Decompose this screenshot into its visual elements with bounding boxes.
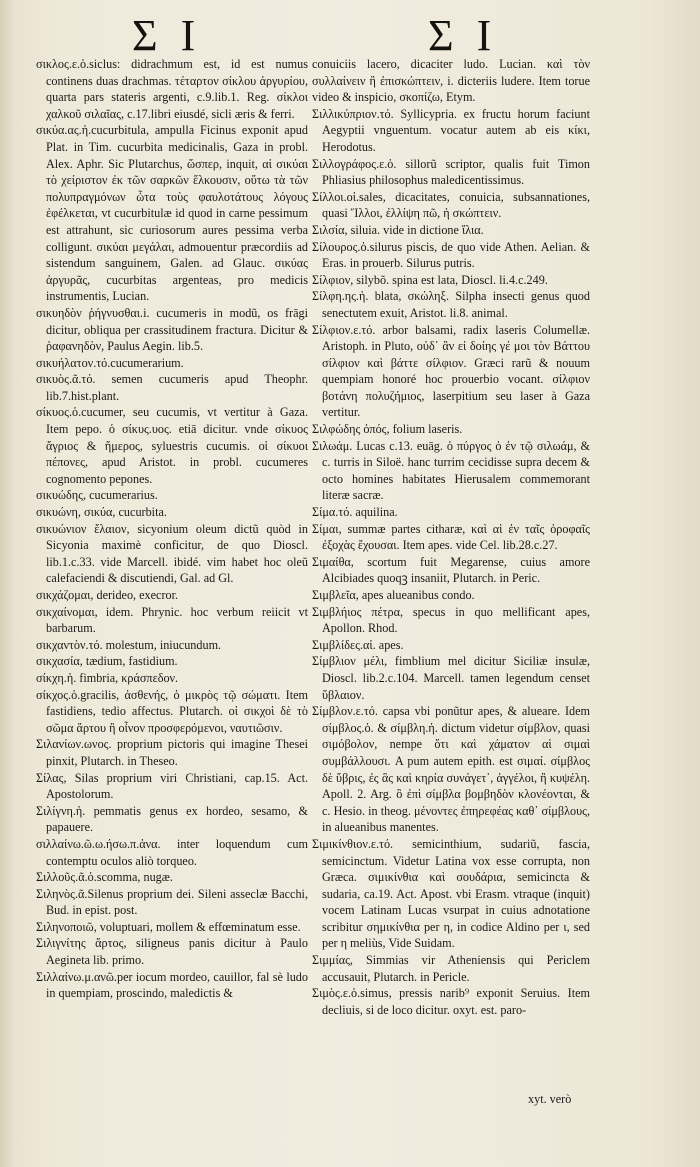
dictionary-entry: Σιλσία, siluia. vide in dictione ἴλια. <box>312 222 484 237</box>
dictionary-entry: σικυηδὸν ῥήγνυσθαι.i. cucumeris in modũ, os frāgi dicitur, obliqua per crassitudinem fractura. Dicitur & ῥαφανηδὸν, Paulus Aegin. lib.5. <box>36 305 308 354</box>
dictionary-entry: Σίλουρος.ὁ.silurus piscis, de quo vide Athen. Aelian. & Eras. in prouerb. Silurus putris. <box>312 239 590 271</box>
dictionary-entry: Σιμβλήιος πέτρα, specus in quo mellificant apes, Apollon. Rhod. <box>312 604 590 636</box>
dictionary-entry: Σίμα.τό. aquilina. <box>312 505 398 520</box>
dictionary-entry: σικχαίνομαι, idem. Phrynic. hoc verbum reiicit vt barbarum. <box>36 604 308 636</box>
dictionary-entry: σικύα.ας.ἡ.cucurbitula, ampulla Ficinus exponit apud Plat. in Tim. cucurbita medicinalis, Gaza in probl. Alex. Aphr. Sic Plutarchus, ὥσπερ, inquit, αἱ σικύαι τὸ χείριστον ἐκ τῶν σαρκῶν ἕλκουσιν, οὕτω τὰ τῶν πολυπραγμόνων ὦτα τοὺς φαυλοτάτους λόγους ἐφέλκεται, vt cucurbitulæ id quod in carne pessimum est attrahunt, sic curiosorum aures pessima verba colligunt. σικύαι μεγάλαι, admouentur præcordiis ad sistendum sanguinem, Galen. ad Glauc. σικύας ἀργυρᾶς, cucurbitas argenteas, pro medicis instrumentis, Lucian. <box>36 123 308 304</box>
dictionary-entry: Σιλλαίνω.μ.ανῶ.per iocum mordeo, cauillor, fal sè ludo in quempiam, proscindo, maledictis & <box>36 969 308 1001</box>
dictionary-entry: σίκχη.ἡ. fimbria, κράσπεδον. <box>36 670 179 685</box>
dictionary-entry: Σιλλογράφος.ε.ὁ. sillorũ scriptor, qualis fuit Timon Phliasius philosophus maledicentissimus. <box>312 156 590 188</box>
dictionary-entry: Σιλίγνη.ἡ. pemmatis genus ex hordeo, sesamo, & papauere. <box>36 803 308 835</box>
dictionary-entry: Σιμβλεῖα, apes alueanibus condo. <box>312 588 475 602</box>
dictionary-entry: Σιμαίθα, scortum fuit Megarense, cuius amore Alcibiades quoqꝫ insaniit, Plutarch. in Peric. <box>312 554 590 586</box>
dictionary-entry: σικχασία, tædium, fastidium. <box>36 654 178 669</box>
dictionary-entry: σικυώδης, cucumerarius. <box>36 488 158 503</box>
dictionary-entry: σίκυος.ὁ.cucumer, seu cucumis, vt vertitur à Gaza. Item pepo. ὁ σίκυς.υος. etiā dicitur. vnde σίκυος ἄγριος & ἥμερος, syluestris cucumis. οἱ σίκυοι πέπονες, apud Aristot. in probl. cucumeres cognomento pepones. <box>36 405 308 486</box>
dictionary-entry: σίκχος.ὁ.gracilis, ἀσθενής, ὁ μικρὸς τῷ σώματι. Item fastidiens, tedio affectus. Plutarch. οἱ σικχοὶ δὲ τὸ σῶμα ἄρτου ἢ οἶνον προσφερόμενοι, ναυτιῶσιν. <box>36 687 308 735</box>
dictionary-entry: σικυώνιον ἔλαιον, sicyonium oleum dictũ quòd in Sicyonia maximè conficitur, de quo Dioscl. lib.1.c.33. vide Marcell. ibidé. vim habet hoc oleũ calefaciendi & discutiendi, Gal. ad Gl. <box>36 521 308 586</box>
page-gutter-shadow <box>0 0 14 1167</box>
dictionary-entry: Σιλιγνίτης ἄρτος, siligneus panis dicitur à Paulo Aegineta lib. primo. <box>36 936 308 968</box>
dictionary-entry: σικλος.ε.ὁ.siclus: didrachmum est, id est numus continens duas drachmas. τέταρτον σίκλου ἀργυρίου, quarta pars stateris argenti, c.9.lib.1. Reg. σίκλοι χαλκοῦ σιλαῖας, c.17.libri eiusdé, sicli æris & ferri. <box>36 57 308 121</box>
dictionary-entry: Σιληνοποιῶ, voluptuari, mollem & effœminatum esse. <box>36 919 301 934</box>
dictionary-entry: Σιμικίνθιον.ε.τό. semicinthium, sudariũ, fascia, semicinctum. Videtur Latina vox esse corrupta, non Græca. σιμικίνθια καὶ σουδάρια, semicincta & sudaria, ca.19. Act. Apost. vbi Erasm. vtraque (inquit) vocem Latinam Lucas vsurpat in cuius adnotatione scribitur σημικίνθια per η, in codice Aldino per ι, sed per η meliùs, Vide Suidam. <box>312 836 590 951</box>
dictionary-entry: Σίλας, Silas proprium viri Christiani, cap.15. Act. Apostolorum. <box>36 770 308 802</box>
catchword: xyt. verò <box>528 1092 572 1106</box>
dictionary-entry: Σιλωάμ. Lucas c.13. euāg. ὁ πύργος ὁ ἐν τῷ σιλωάμ, & c. turris in Siloë. hanc turrim cecidisse supra decem & octo homines habitates Hierusalem commemorant literæ sacræ. <box>312 438 590 503</box>
dictionary-entry: Σιλλικύπριον.τό. Syllicypria. ex fructu horum faciunt Aegyptii vnguentum. vocatur autem ab eis κίκι, Herodotus. <box>312 106 590 154</box>
left-column <box>36 56 308 1002</box>
running-head-left: Σ Ι <box>132 11 202 60</box>
dictionary-entry: σικυὸς.ᾶ.τό. semen cucumeris apud Theophr. lib.7.hist.plant. <box>36 372 308 403</box>
right-column <box>312 56 590 1018</box>
dictionary-entry: Σίλφη.ης.ἡ. blata, σκώληξ. Silpha insecti genus quod senectutem exuit, Aristot. li.8. animal. <box>312 289 590 320</box>
dictionary-entry: Σιλανίων.ωνος. proprium pictoris qui imagine Thesei pinxit, Plutarch. in Theseo. <box>36 737 308 768</box>
dictionary-entry: Σίλφιον, silybõ. spina est lata, Dioscl. li.4.c.249. <box>312 272 548 287</box>
dictionary-entry: σικυώνη, σικύα, cucurbita. <box>36 505 167 520</box>
dictionary-entry: Σίλλοι.οἱ.sales, dicacitates, conuicia, subsannationes, quasi Ἴλλοι, ἐλλίψη πῶ, ἡ σκώπτειν. <box>312 189 590 221</box>
dictionary-entry: Σιμβλίδες.αἱ. apes. <box>312 637 404 652</box>
dictionary-entry: Σίλφιον.ε.τό. arbor balsami, radix laseris Columellæ. Aristoph. in Pluto, οὐδ᾿ ἂν εἰ δοίης γέ μοι τὸν Βάττου σίλφιον καὶ βάττε σίλφιον. Græci rarũ & nouum quempiam honoré hoc prouerbio vocant. σίλφιον βοτάνη πολυζήμιος, laserpitium seu laser à Gaza vertitur. <box>312 322 590 420</box>
dictionary-entry-continued: conuiciis lacero, dicaciter ludo. Lucian. καὶ τὸν συλλαίνειν ἢ ἐπισκώπτειν, i. dicteriis ludere. Item torue video & inspicio, σκοπίζω, Etym. <box>312 57 590 105</box>
dictionary-entry: Σιμὸς.ε.ὁ.simus, pressis narib⁹ exponit Seruius. Item decliuis, si de loco dicitur. oxyt. est. paro- <box>312 986 590 1017</box>
dictionary-entry: σικυήλατον.τό.cucumerarium. <box>36 355 184 370</box>
dictionary-entry: σιλλαίνω.ῶ.ω.ήσω.π.ἀνα. inter loquendum cum contemptu oculos aliò torqueo. <box>36 836 308 868</box>
dictionary-entry: Σίμβλον.ε.τό. capsa vbi ponũtur apes, & aluearе. Idem σίμβλος.ὁ. & σίμβλη.ἡ. dictum videtur σίμβλον, quasi σιμόβολον, nempe ὅτι καὶ χάματον αἱ σιμαὶ συμβάλλουσι. A pum autem epith. est σιμαί. σίμβλος δὲ ὕβρις, ἐς ἃς καὶ κηρία συνάγετ᾿, ἀγγέλοι, ἢ κυψέλη. Apoll. 2. Arg. ὃ ἐπὶ σίμβλα βομβηδὸν κλονέονται, & c. Hesio. in theog. μένοντες ἐπηρεφέας καθ᾿ σίμβλους, in alueanibus manentes. <box>312 704 590 835</box>
dictionary-entry: σικχαντὸν.τό. molestum, iniucundum. <box>36 637 222 652</box>
dictionary-entry: σικχάζομαι, derideo, execror. <box>36 588 179 602</box>
dictionary-entry: Σιληνὸς.ᾶ.Silenus proprium dei. Sileni asseclæ Bacchi, Bud. in epist. post. <box>36 886 308 918</box>
dictionary-entry: Σιμμίας, Simmias vir Atheniensis qui Periclem accusauit, Plutarch. in Pericle. <box>312 953 590 984</box>
dictionary-entry: Σίμβλιον μέλι, fimblium mel dicitur Siciliæ insulæ, Dioscl. lib.2.c.104. Marcell. tamen legendum censet ὕβλαιον. <box>312 654 590 702</box>
running-head-right: Σ Ι <box>428 11 498 60</box>
dictionary-entry: Σίμαι, summæ partes citharæ, καὶ αἱ ἐν ταῖς ὀροφαῖς ἐξοχὰς ἔχουσαι. Item apes. vide Cel. lib.28.c.27. <box>312 521 590 553</box>
dictionary-entry: Σιλλοῦς.ᾶ.ὁ.scomma, nugæ. <box>36 870 173 885</box>
dictionary-entry: Σιλφώδης ὀπός, folium laseris. <box>312 422 463 437</box>
